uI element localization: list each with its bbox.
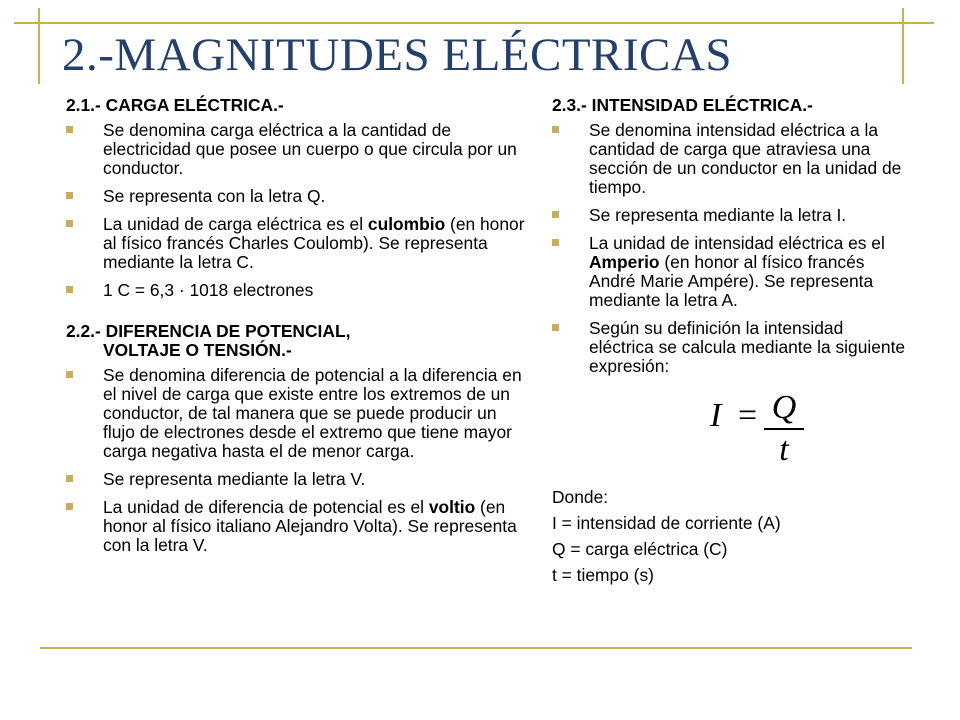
intensidad-bullet-list <box>552 121 912 376</box>
intensity-formula <box>552 388 912 478</box>
voltaje-bullet-list <box>66 366 526 555</box>
list-item: Según su definición la intensidad eléctrica se calcula mediante la siguiente expresión: <box>552 319 912 376</box>
formula-fraction <box>762 388 806 470</box>
square-bullet-icon <box>66 371 73 378</box>
square-bullet-icon <box>66 475 73 482</box>
list-item: Se denomina carga eléctrica a la cantidad de electricidad que posee un cuerpo o que circula por un conductor. <box>66 121 526 178</box>
square-bullet-icon <box>66 192 73 199</box>
formula-lhs: I <box>710 397 722 434</box>
right-rule <box>902 8 904 84</box>
section-heading-carga: 2.1.- CARGA ELÉCTRICA.- <box>66 95 284 115</box>
list-item: Se denomina diferencia de potencial a la diferencia en el nivel de carga que existe entre los extremos de un conductor, de tal manera que se puede producir un flujo de electrones desde el extremo que tiene mayor carga negativa hasta el de menor carga. <box>66 366 526 461</box>
section-heading-intensidad: 2.3.- INTENSIDAD ELÉCTRICA.- <box>552 95 813 115</box>
carga-bullet-list <box>66 121 526 300</box>
formula-denominator: t <box>779 431 789 468</box>
right-column <box>552 96 912 592</box>
unit-name-amperio: Amperio <box>589 252 660 272</box>
square-bullet-icon <box>552 239 559 246</box>
slide-title: 2.-MAGNITUDES ELÉCTRICAS <box>62 29 732 81</box>
formula-equals: = <box>738 397 758 434</box>
square-bullet-icon <box>552 324 559 331</box>
square-bullet-icon <box>66 286 73 293</box>
list-item: 1 C = 6,3 · 1018 electrones <box>66 281 526 300</box>
bottom-rule <box>40 647 912 649</box>
list-item: La unidad de diferencia de potencial es el voltio (en honor al físico italiano Alejandro Volta). Se representa con la letra V. <box>66 498 526 555</box>
definition-charge: Q = carga eléctrica (C) <box>552 539 728 559</box>
square-bullet-icon <box>66 220 73 227</box>
list-item: Se representa mediante la letra V. <box>66 470 526 489</box>
left-rule <box>38 8 40 84</box>
formula-numerator: Q <box>771 389 797 426</box>
section-heading-voltaje: 2.2.- DIFERENCIA DE POTENCIAL, VOLTAJE O TENSIÓN.- <box>66 321 351 360</box>
square-bullet-icon <box>552 211 559 218</box>
square-bullet-icon <box>552 126 559 133</box>
definition-time: t = tiempo (s) <box>552 565 654 585</box>
where-label: Donde: <box>552 487 609 507</box>
top-rule <box>14 22 934 24</box>
list-item: La unidad de intensidad eléctrica es el Amperio (en honor al físico francés André Marie Ampére). Se representa mediante la letra A. <box>552 234 912 310</box>
list-item: Se representa con la letra Q. <box>66 187 526 206</box>
square-bullet-icon <box>66 126 73 133</box>
list-item: Se denomina intensidad eléctrica a la cantidad de carga que atraviesa una sección de un conductor en la unidad de tiempo. <box>552 121 912 197</box>
list-item: Se representa mediante la letra I. <box>552 206 912 225</box>
list-item: La unidad de carga eléctrica es el culombio (en honor al físico francés Charles Coulomb). Se representa mediante la letra C. <box>66 215 526 272</box>
unit-name-culombio: culombio <box>367 214 446 234</box>
definition-intensity: I = intensidad de corriente (A) <box>552 513 781 533</box>
left-column <box>66 96 526 564</box>
square-bullet-icon <box>66 503 73 510</box>
unit-name-voltio: voltio <box>428 497 476 517</box>
